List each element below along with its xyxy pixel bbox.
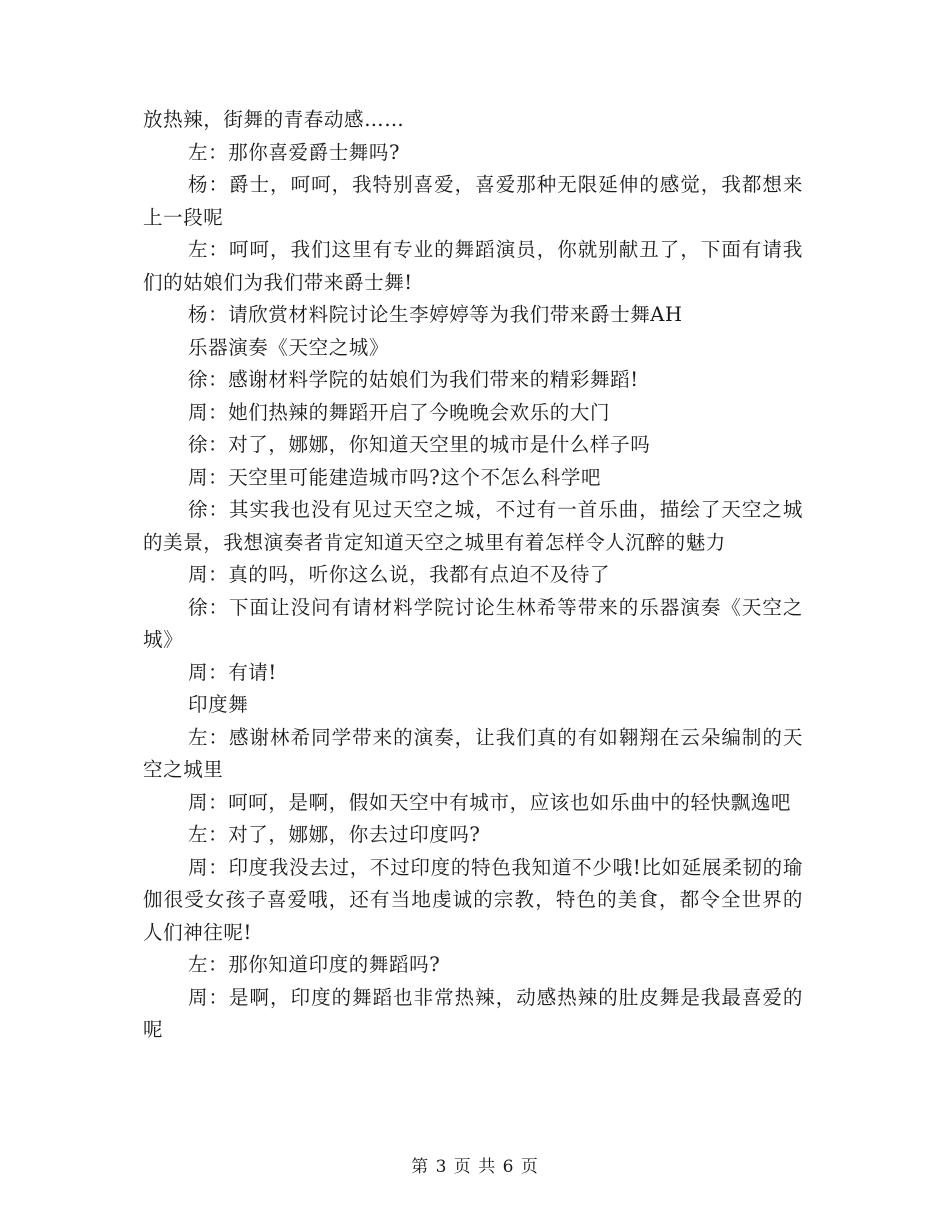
paragraph: 放热辣，街舞的青春动感……	[143, 108, 405, 131]
paragraph: 杨：请欣赏材料院讨论生李婷婷等为我们带来爵士舞AH	[188, 303, 683, 326]
page-number-footer: 第 3 页 共 6 页	[411, 1157, 539, 1177]
paragraph: 徐：其实我也没有见过天空之城，不过有一首乐曲，描绘了天空之城的美景，我想演奏者肯定知道天空之城里有着怎样令人沉醉的魅力	[143, 498, 803, 554]
paragraph: 杨：爵士，呵呵，我特别喜爱，喜爱那种无限延伸的感觉，我都想来上一段呢	[143, 173, 803, 229]
paragraph: 左：那你知道印度的舞蹈吗?	[188, 953, 441, 976]
paragraph: 左：那你喜爱爵士舞吗?	[188, 140, 401, 164]
paragraph: 左：感谢林希同学带来的演奏，让我们真的有如翱翔在云朵编制的天空之城里	[143, 725, 803, 781]
paragraph: 周：印度我没去过，不过印度的特色我知道不少哦!比如延展柔韧的瑜伽很受女孩子喜爱哦，还有当地虔诚的宗教，特色的美食，都令全世界的人们神往呢!	[143, 855, 803, 944]
paragraph: 徐：感谢材料学院的姑娘们为我们带来的精彩舞蹈!	[188, 368, 639, 391]
section-heading: 乐器演奏《天空之城》	[188, 335, 390, 359]
paragraph: 周：有请!	[188, 660, 277, 684]
paragraph: 左：呵呵，我们这里有专业的舞蹈演员，你就别献丑了，下面有请我们的姑娘们为我们带来爵士舞!	[143, 238, 803, 294]
section-heading: 印度舞	[188, 693, 249, 716]
paragraph: 周：呵呵，是啊，假如天空中有城市，应该也如乐曲中的轻快飘逸吧	[188, 790, 792, 814]
paragraph: 周：天空里可能建造城市吗?这个不怎么科学吧	[188, 465, 602, 489]
paragraph: 周：是啊，印度的舞蹈也非常热辣，动感热辣的肚皮舞是我最喜爱的呢	[143, 985, 803, 1041]
paragraph: 周：她们热辣的舞蹈开启了今晚晚会欢乐的大门	[188, 400, 611, 424]
paragraph: 徐：对了，娜娜，你知道天空里的城市是什么样子吗	[188, 433, 651, 456]
paragraph: 徐：下面让没问有请材料学院讨论生林希等带来的乐器演奏《天空之城》	[143, 595, 803, 651]
paragraph: 周：真的吗，听你这么说，我都有点迫不及待了	[188, 563, 611, 586]
document-body	[143, 104, 803, 1047]
paragraph: 左：对了，娜娜，你去过印度吗?	[188, 823, 481, 846]
